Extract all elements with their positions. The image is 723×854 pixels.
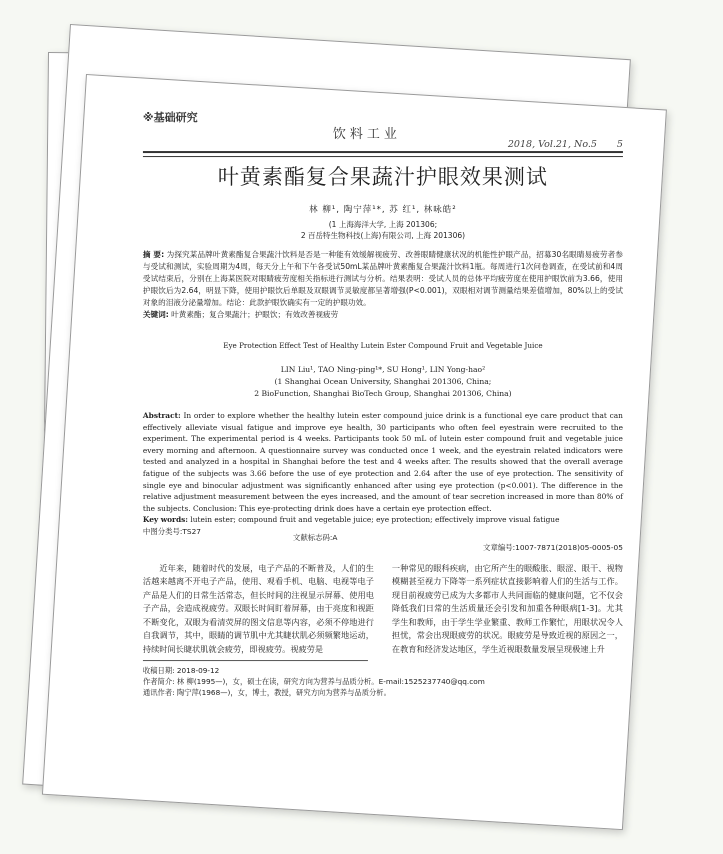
authors-cn: 林 柳¹, 陶宁萍¹*, 苏 红¹, 林咏皓² xyxy=(309,205,457,216)
affiliation-en-1: (1 Shanghai Ocean University, Shanghai 201306, China; xyxy=(274,377,492,387)
page-content xyxy=(143,109,623,698)
section-tag: ※基础研究 xyxy=(142,111,198,125)
article-id: 文章编号:1007-7871(2018)05-0005-05 xyxy=(483,542,623,552)
body-column-right xyxy=(392,562,623,662)
keywords-en-label: Key words: xyxy=(142,515,189,525)
journal-page xyxy=(83,109,663,829)
classification-row xyxy=(142,526,623,542)
abstract-en xyxy=(143,410,623,526)
keywords-cn-text: 叶黄素酯；复合果蔬汁；护眼饮；有效改善视疲劳 xyxy=(171,310,339,320)
authors-en: LIN Liu¹, TAO Ning-ping¹*, SU Hong¹, LIN Yong-hao² xyxy=(280,365,486,375)
keywords-en-text: lutein ester; compound fruit and vegetable juice; eye protection; effectively improve visual fatigue xyxy=(190,515,560,525)
issue-info: 2018, Vol.21, No.5 xyxy=(507,139,597,151)
affiliation-en-2: 2 BioFunction, Shanghai BioTech Group, Shanghai 201306, China) xyxy=(254,389,512,399)
affiliations-cn xyxy=(143,219,623,241)
document-code: 文献标志码:A xyxy=(292,532,338,542)
header-rule xyxy=(143,151,623,157)
abstract-en-text: In order to explore whether the healthy lutein ester compound juice drink is a functional eye care product that can effectively alleviate visual fatigue and improve eye health, 30 participants who often feel eyestrain were recruited to the experiment. The experimental period is 4 weeks. Participants took 50 mL of lutein ester compound fruit and vegetable juice every morning and afternoon. A questionnaire survey was conducted once 1 week, and the eyestrain related indicators were tested and analyzed in a hospital in Shanghai before the test and 4 weeks after. The results showed that the overall average fatigue of the subjects was 3.66 before the use of eye protection and 2.64 after the use of eye protection. The sensitivity of single eye and binocular adjustment was significantly enhanced after using eye protection (p<0.001). The difference in the relative adjustment measurement between the eyes increased, and the amount of tear secretion increased in more than 80% of the subjects. Conclusion: This eye-protecting drink does have a certain eye protection effect. xyxy=(142,411,623,513)
authors-en-block xyxy=(143,364,623,400)
keywords-cn-label: 关键词: xyxy=(142,310,169,320)
footnote-rule xyxy=(143,660,368,661)
article-title-en: Eye Protection Effect Test of Healthy Lutein Ester Compound Fruit and Vegetable Juice xyxy=(223,341,543,351)
footnote-received: 收稿日期: 2018-09-12 xyxy=(142,666,220,676)
article-title-cn: 叶黄素酯复合果蔬汁护眼效果测试 xyxy=(217,165,548,190)
abstract-cn-text: 为探究某品牌叶黄素酯复合果蔬汁饮料是否是一种能有效缓解视疲劳、改善眼睛健康状况的机能性护眼产品，招募30名眼睛易疲劳者参与受试和测试，实验周期为4周，每天分上午和下午各受试50mL某品牌叶黄素酯复合果蔬汁饮料1瓶。每周进行1次问卷调查，在受试前和4周受试结束后，分别在上海某医院对眼睛疲劳度相关指标进行测试与分析。结果表明：受试人员的总体平均疲劳度在使用护眼饮前为3.66，使用护眼饮后为2.64，明显下降，使用护眼饮后单眼及双眼调节灵敏度都呈著增强(P<0.001)，双眼相对调节测量结果差值增加，80%以上的受试对象的泪液分泌量增加。结论：此款护眼饮确实有一定的护眼功效。 xyxy=(142,250,623,308)
article-id-row xyxy=(143,538,623,552)
page-number: 5 xyxy=(616,139,623,151)
paper-sheet-front xyxy=(42,74,667,830)
abstract-en-label: Abstract: xyxy=(142,411,181,421)
footnote-author: 作者简介: 林 柳(1995—)，女，硕士在读，研究方向为营养与品质分析。E-mail:1525237740@qq.com xyxy=(142,677,485,687)
journal-header xyxy=(143,109,623,149)
footnotes xyxy=(143,665,623,698)
affiliation-cn-2: 2 百岳特生物科技(上海)有限公司, 上海 201306) xyxy=(300,231,466,241)
abstract-cn xyxy=(143,249,623,321)
footnote-corresponding: 通讯作者: 陶宁萍(1968—)，女，博士，教授，研究方向为营养与品质分析。 xyxy=(142,688,391,698)
body-column-left xyxy=(143,562,374,662)
abstract-cn-label: 摘 要: xyxy=(142,250,165,260)
body-columns xyxy=(143,562,623,662)
clc-number: 中图分类号:TS27 xyxy=(142,526,201,536)
body-paragraph-left: 近年来，随着时代的发展，电子产品的不断普及，人们的生活越来越离不开电子产品，使用、观看手机、电脑、电视等电子产品是人们的日常生活常态，但长时间的注视显示屏幕、使用电子产品，会造成视疲劳。双眼长时间盯着屏幕，由于亮度和视距不断变化，双眼为看清荧屏的图文信息等内容，必须不停地进行自我调节，其中，眼睛的调节肌中尤其睫状肌必须频繁地运动，持续时间长睫状肌就会疲劳，即视疲劳。视疲劳是 xyxy=(142,562,374,654)
affiliation-cn-1: (1 上海海洋大学, 上海 201306; xyxy=(328,220,438,230)
body-paragraph-right: 一种常见的眼科疾病，由它所产生的眼酸胀、眼涩、眼干、视物模糊甚至视力下降等一系列症状直接影响着人们的生活与工作。现目前视疲劳已成为大多都市人共同面临的健康问题，它不仅会降低我们日常的生活质量还会引发和加重各种眼病[1-3]。尤其学生和教师，由于学生学业繁重、教师工作繁忙，用眼状况令人担忧，常会出现眼疲劳的状况。眼疲劳是导致近视的原因之一，在教育和经济发达地区，学生近视眼数量发展呈现极速上升 xyxy=(391,562,623,654)
journal-name: 饮料工业 xyxy=(332,127,401,143)
